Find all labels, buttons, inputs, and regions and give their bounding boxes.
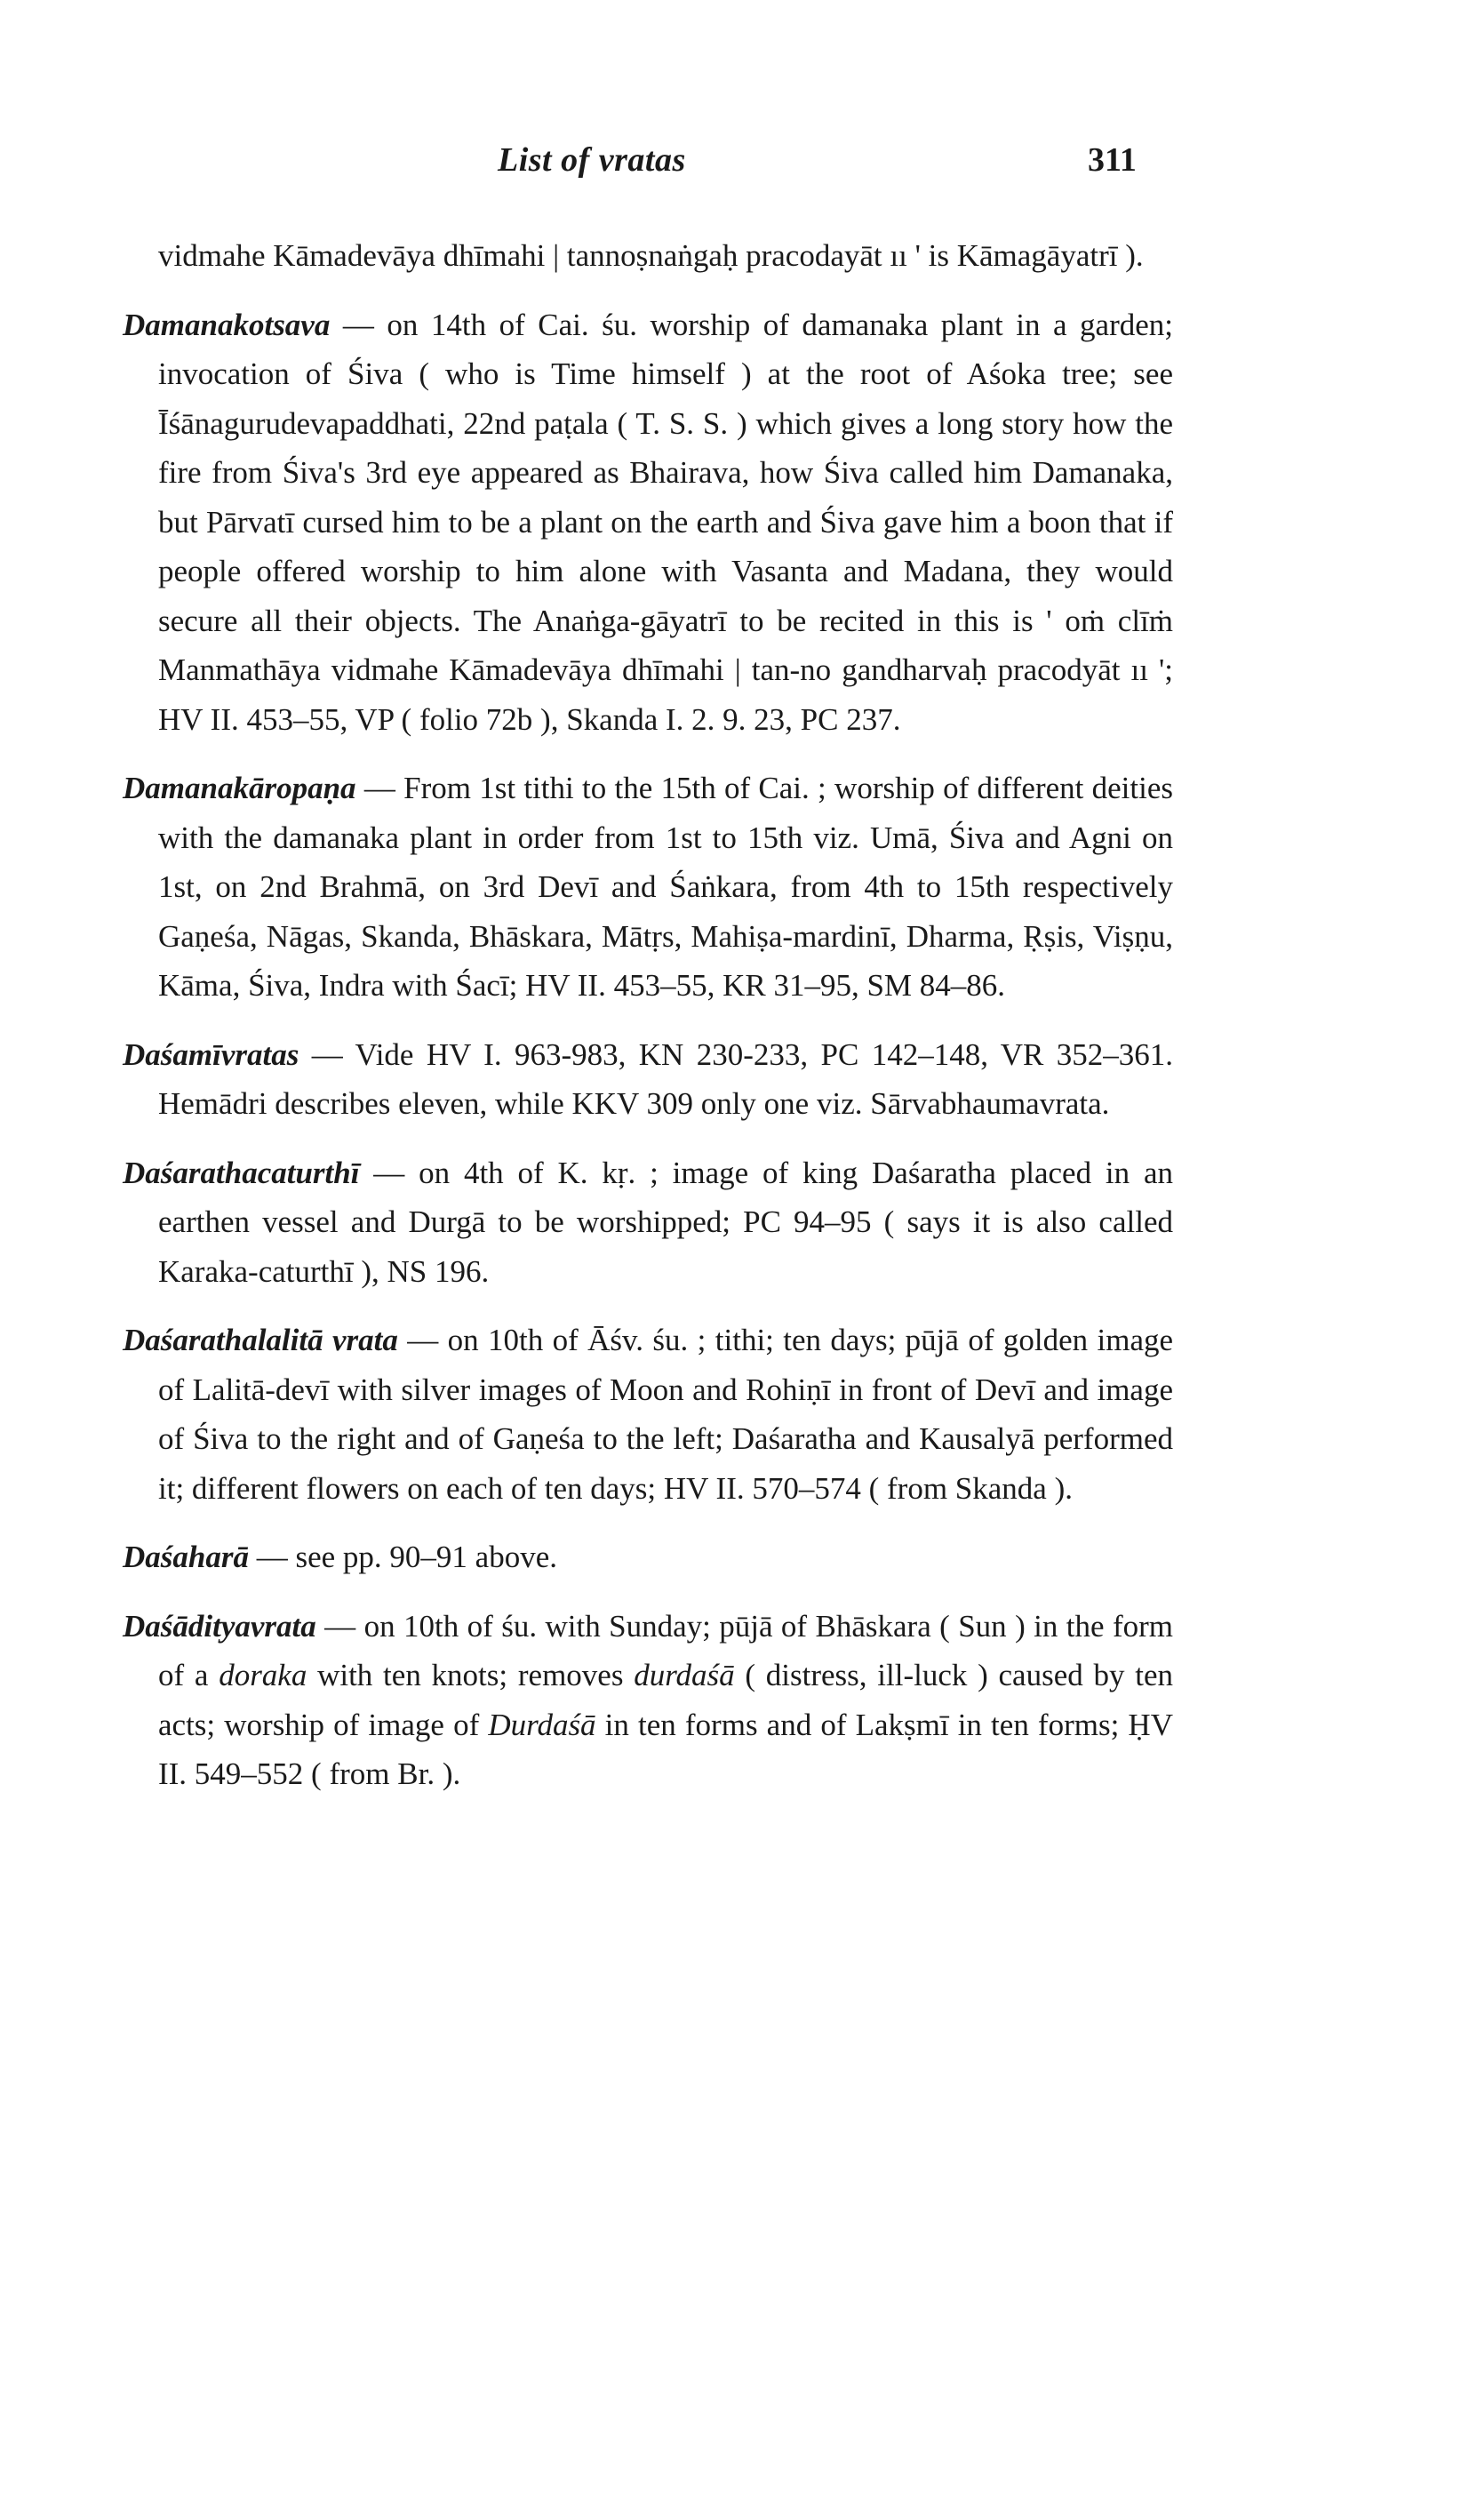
vrata-description: with ten knots; removes <box>307 1658 635 1692</box>
vrata-description: — From 1st tithi to the 15th of Cai. ; worship of different deities with the damanaka plant in order from 1st to 15th viz. Umā, Śiva and Agni on 1st, on 2nd Brahmā, on 3rd Devī and Śaṅkara, from 4th to 15th respectively Gaṇeśa, Nāgas, Skanda, Bhāskara, Mātṛs, Mahiṣa-mardinī, Dharma, Ṛṣis, Viṣṇu, Kāma, Śiva, Indra with Śacī; HV II. 453–55, KR 31–95, SM 84–86. <box>158 771 1173 1003</box>
vrata-term: Daśaharā <box>123 1540 249 1574</box>
vrata-term: Daśādityavrata <box>123 1608 316 1644</box>
vrata-description: — on 10th of śu. with Sunday; pūjā of Bhāskara ( Sun ) in the form of a <box>158 1608 1173 1692</box>
running-title: List of vratas <box>498 141 686 179</box>
vrata-term: Damanakotsava <box>123 307 331 342</box>
vrata-entry <box>123 1602 1173 1799</box>
vrata-description: in ten forms and of Lakṣmī in ten forms; ḤV II. 549–552 ( from Br. ). <box>158 1707 1173 1791</box>
vrata-description: — see pp. 90–91 above. <box>248 1540 557 1574</box>
vrata-description: — Vide HV I. 963-983, KN 230-233, PC 142–148, VR 352–361. Hemādri describes eleven, while KKV 309 only one viz. Sārvabhaumavrata. <box>158 1036 1173 1121</box>
vrata-entry <box>123 764 1173 1011</box>
running-head <box>0 140 1469 194</box>
vrata-entry <box>123 300 1173 745</box>
vrata-term: Damanakāropaṇa <box>123 771 356 805</box>
italic-word: doraka <box>219 1658 307 1692</box>
vrata-description: ( distress, ill-luck ) caused by ten acts; worship of image of <box>158 1658 1173 1742</box>
italic-word: Durdaśā <box>488 1707 596 1742</box>
vrata-entry <box>123 1030 1173 1129</box>
vrata-description: — on 14th of Cai. śu. worship of damanaka plant in a garden; invocation of Śiva ( who is Time himself ) at the root of Aśoka tree; see Īśānagurudevapaddhati, 22nd paṭala ( T. S. S. ) which gives a long story how the fire from Śiva's 3rd eye appeared as Bhairava, how Śiva called him Damanaka, but Pārvatī cursed him to be a plant on the earth and Śiva gave him a boon that if people offered worship to him alone with Vasanta and Madana, they would secure all their objects. The Anaṅga-gāyatrī to be recited in this is ' oṁ clīṁ Manmathāya vidmahe Kāmadevāya dhīmahi | tan-no gandharvaḥ pracodyāt ıı '; HV II. 453–55, VP ( folio 72b ), Skanda I. 2. 9. 23, PC 237. <box>158 307 1173 737</box>
italic-word: durdaśā <box>634 1658 735 1692</box>
vrata-description: — on 4th of K. kṛ. ; image of king Daśaratha placed in an earthen vessel and Durgā to be worshipped; PC 94–95 ( says it is also called Karaka-caturthī ), NS 196. <box>158 1155 1173 1289</box>
vrata-term: Daśamīvratas <box>123 1036 299 1072</box>
vrata-description: — on 10th of Āśv. śu. ; tithi; ten days; pūjā of golden image of Lalitā-devī with silver images of Moon and Rohiṇī in front of Devī and image of Śiva to the right and of Gaṇeśa to the left; Daśaratha and Kausalyā performed it; different flowers on each of ten days; HV II. 570–574 ( from Skanda ). <box>158 1323 1174 1506</box>
vrata-entry <box>123 1148 1173 1297</box>
vrata-term: Daśarathacaturthī <box>123 1155 360 1190</box>
continuation-paragraph: vidmahe Kāmadevāya dhīmahi | tannoṣnaṅgaḥ pracodayāt ıı ' is Kāmagāyatrī ). <box>158 238 1144 273</box>
vrata-entry <box>123 1316 1173 1513</box>
page-number: 311 <box>1088 141 1137 179</box>
vrata-entry <box>123 1532 1173 1582</box>
body-text <box>123 231 1174 1799</box>
vrata-term: Daśarathalalitā vrata <box>123 1323 398 1357</box>
